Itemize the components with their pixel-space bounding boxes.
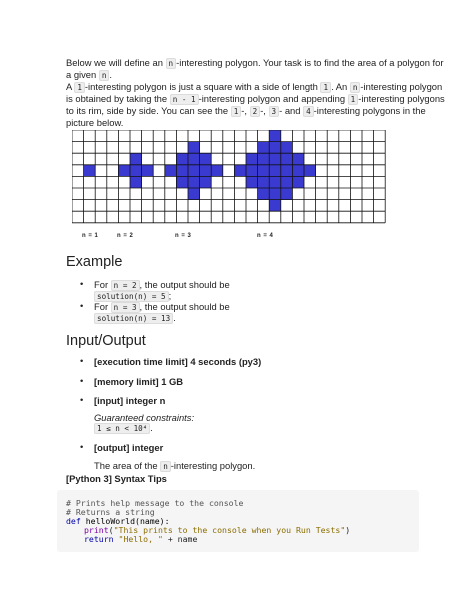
- figure-label-n1: n = 1: [82, 233, 99, 239]
- output-description: [94, 459, 255, 473]
- polygon-cell: [304, 165, 316, 177]
- text: The area of the: [94, 460, 161, 471]
- figure-label-n3: n = 3: [175, 233, 192, 239]
- polygon-cell: [269, 153, 281, 165]
- inline-code: n: [99, 70, 110, 81]
- bullet-icon: •: [80, 375, 84, 386]
- inline-code: n: [350, 82, 361, 93]
- text: -interesting polygons: [358, 93, 445, 104]
- polygon-cell: [176, 165, 188, 177]
- builtin: print: [84, 525, 109, 535]
- inline-code: 1: [231, 106, 242, 117]
- polygon-cell: [130, 176, 142, 188]
- text: -interesting polygon: [360, 81, 443, 92]
- text: , the output should be: [139, 279, 230, 290]
- code-print-line: print("This prints to the console when you Run Tests"): [84, 525, 351, 535]
- text: a given: [66, 69, 99, 80]
- bullet-icon: •: [80, 441, 84, 452]
- memory-limit: [memory limit] 1 GB: [94, 376, 184, 387]
- polygon-cell: [258, 188, 270, 200]
- text: is obtained by taking the: [66, 93, 170, 104]
- inline-code: 1: [348, 94, 359, 105]
- code-comment-1: # Prints help message to the console: [66, 498, 244, 508]
- code-text: (name):: [135, 516, 170, 526]
- polygon-cell: [292, 176, 304, 188]
- text: -interesting polygon.: [170, 460, 256, 471]
- bullet-icon: •: [80, 300, 84, 311]
- polygon-cell: [281, 188, 293, 200]
- polygon-cell: [165, 165, 177, 177]
- polygon-cell: [258, 153, 270, 165]
- polygon-figure: [72, 130, 402, 226]
- example-heading: Example: [66, 254, 123, 270]
- polygon-cell: [188, 188, 200, 200]
- inline-code: 1 ≤ n < 10⁴: [94, 423, 150, 434]
- inline-code: n: [166, 58, 177, 69]
- code-comment-2: # Returns a string: [66, 507, 155, 517]
- polygon-cell: [188, 165, 200, 177]
- polygon-cell: [211, 165, 223, 177]
- polygon-cell: [258, 142, 270, 154]
- bullet-icon: •: [80, 355, 84, 366]
- code-text: ): [345, 525, 351, 535]
- keyword: def: [66, 516, 86, 526]
- inline-code: n - 1: [170, 94, 199, 105]
- text: -,: [241, 105, 250, 116]
- text: picture below.: [66, 117, 124, 128]
- example-item-2-line-2: [94, 311, 176, 325]
- text: -interesting polygon and appending: [198, 93, 348, 104]
- bullet-icon: •: [80, 394, 84, 405]
- string-literal: "This prints to the console when you Run Tests": [113, 525, 346, 535]
- inline-code: solution(n) = 13: [94, 313, 173, 324]
- constraint-line: [94, 421, 153, 435]
- polygon-cell: [246, 153, 258, 165]
- polygon-cell: [269, 130, 281, 142]
- function-name: helloWorld: [85, 516, 136, 526]
- time-limit: [execution time limit] 4 seconds (py3): [94, 356, 262, 367]
- polygon-cell: [246, 176, 258, 188]
- output-spec: [output] integer: [94, 442, 164, 453]
- polygon-cell: [258, 165, 270, 177]
- polygon-cell: [188, 176, 200, 188]
- constraints-label: Guaranteed constraints:: [94, 412, 195, 423]
- polygon-cell: [176, 176, 188, 188]
- polygon-cell: [188, 153, 200, 165]
- text: -,: [260, 105, 269, 116]
- polygon-cell: [269, 188, 281, 200]
- inline-code: 1: [320, 82, 331, 93]
- intro-line-6: [66, 116, 123, 129]
- polygon-cell: [281, 176, 293, 188]
- inline-code: n = 3: [111, 302, 140, 313]
- text: Below we will define an: [66, 57, 166, 68]
- polygon-cell: [200, 153, 212, 165]
- text: .: [150, 422, 153, 433]
- text: For: [94, 279, 111, 290]
- keyword: return: [84, 534, 119, 544]
- inline-code: 3: [269, 106, 280, 117]
- polygon-cell: [269, 200, 281, 212]
- text: .: [109, 69, 113, 80]
- text: .: [173, 312, 176, 323]
- polygon-cell: [292, 165, 304, 177]
- inline-code: solution(n) = 5: [94, 291, 169, 302]
- inline-code: 1: [74, 82, 85, 93]
- io-heading: Input/Output: [66, 333, 146, 349]
- inline-code: 2: [250, 106, 261, 117]
- polygon-cell: [130, 165, 142, 177]
- polygon-cell: [258, 176, 270, 188]
- polygon-cell: [84, 165, 96, 177]
- text: ;: [168, 290, 172, 301]
- text: , the output should be: [139, 301, 230, 312]
- text: -interesting polygons in the: [313, 105, 426, 116]
- inline-code: n: [160, 461, 171, 472]
- polygon-cell: [118, 165, 130, 177]
- text: A: [66, 81, 75, 92]
- inline-code: 4: [303, 106, 314, 117]
- polygon-cell: [142, 165, 154, 177]
- figure-label-n4: n = 4: [257, 233, 274, 239]
- polygon-cell: [281, 165, 293, 177]
- polygon-cell: [200, 165, 212, 177]
- code-text: + name: [162, 534, 198, 544]
- inline-code: n = 2: [111, 280, 140, 291]
- input-spec: [input] integer n: [94, 395, 166, 406]
- polygon-cell: [246, 165, 258, 177]
- intro-line-1: [66, 56, 443, 70]
- text: to its rim, side by side. You can see the: [66, 105, 231, 116]
- polygon-cell: [269, 165, 281, 177]
- text: - and: [279, 105, 304, 116]
- polygon-cell: [176, 153, 188, 165]
- bullet-icon: •: [80, 278, 84, 289]
- polygon-cell: [234, 165, 246, 177]
- polygon-cell: [200, 176, 212, 188]
- text: -interesting polygon. Your task is to find the area of a polygon for: [176, 57, 444, 68]
- polygon-cell: [281, 153, 293, 165]
- polygon-cell: [292, 153, 304, 165]
- text: . An: [331, 81, 350, 92]
- text: For: [94, 301, 111, 312]
- polygon-cell: [130, 153, 142, 165]
- polygon-cell: [281, 142, 293, 154]
- string-literal: "Hello, ": [118, 534, 163, 544]
- syntax-tips-heading: [Python 3] Syntax Tips: [66, 473, 167, 484]
- figure-label-n2: n = 2: [117, 233, 134, 239]
- polygon-cell: [269, 142, 281, 154]
- code-return-line: [84, 534, 197, 544]
- text: -interesting polygon is just a square with a side of length: [84, 81, 321, 92]
- polygon-cell: [188, 142, 200, 154]
- polygon-cell: [269, 176, 281, 188]
